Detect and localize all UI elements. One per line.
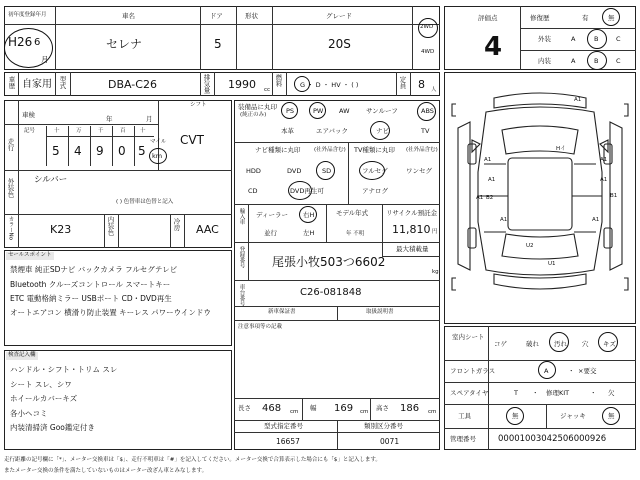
diag-label-8: A1	[600, 177, 608, 183]
equip-abs: ABS	[421, 107, 434, 115]
spare-dot-2: ・	[590, 389, 597, 397]
navi-circle	[370, 121, 390, 140]
abs-circle	[417, 102, 436, 121]
repair-no: 無	[608, 14, 615, 22]
category-label: 車歴	[7, 76, 16, 89]
width: 169	[334, 403, 354, 414]
windshield-label: フロントガラス	[450, 367, 496, 375]
model-label: 型式	[58, 76, 67, 89]
km-circle	[149, 148, 167, 164]
sales-point-4: オートエアコン 横滑り防止装置 キーレス パワーウインドウ	[10, 308, 211, 317]
sales-point-label: セールスポイント	[8, 252, 52, 258]
notes-label: 注意事項等の記載	[238, 324, 283, 330]
month-unit: 月	[41, 55, 49, 64]
fullseg-circle	[359, 161, 385, 180]
inspector-label: 検査記入欄	[8, 352, 36, 358]
footer-line2: またメーター交換の条件を満たしていないものはメーター改ざん車とみなします。	[4, 468, 208, 474]
color-note: ( ) 色替車は色替と記入	[116, 199, 174, 205]
import-dealer: ディーラー	[256, 211, 288, 219]
chassis: C26-081848	[300, 287, 362, 298]
shift: CVT	[180, 133, 204, 147]
diag-label-2: A1	[484, 157, 492, 163]
mileage-digit-3: 0	[118, 144, 126, 158]
model-year-val: 年 不明	[346, 231, 365, 237]
mileage-digit-0: 5	[52, 144, 60, 158]
dvd-play-circle	[288, 181, 312, 200]
sales-point-2: Bluetooth クルーズコントロール スマートキー	[10, 280, 171, 289]
ps-circle	[281, 102, 298, 119]
length: 468	[262, 403, 282, 414]
navi-hdd: HDD	[246, 167, 261, 175]
car-name-label: 車名	[122, 12, 135, 20]
category: 自家用	[22, 79, 52, 90]
first-reg-circle	[4, 28, 53, 68]
diag-label-3: B2	[486, 195, 494, 201]
equip-tv: TV	[421, 127, 430, 135]
car-name: セレナ	[106, 37, 143, 51]
navi-type-title: ナビ種類に丸印	[255, 146, 301, 154]
new-warranty: 新車保証書	[268, 309, 296, 315]
seat-stain: 汚れ	[554, 340, 567, 348]
chassis-label: 車台番号	[238, 284, 245, 306]
navi-sd: SD	[322, 167, 332, 175]
category-no: 0071	[380, 437, 400, 446]
spare-kit: 修理KIT	[546, 389, 570, 397]
color-no: K23	[50, 223, 72, 236]
mile-label: マイル	[150, 139, 167, 145]
scratch-circle	[598, 332, 618, 352]
inspector-note-4: 各小ヘコミ	[10, 409, 48, 418]
spare-dot-1: ・	[532, 389, 539, 397]
score-label: 評価点	[478, 14, 498, 22]
seat-burn: コゲ	[494, 340, 507, 348]
shift-label: シフト	[190, 102, 207, 108]
diag-label-9: U2	[526, 243, 534, 249]
import-right-hand: 右H	[303, 211, 315, 219]
month-label: 月	[146, 115, 153, 123]
inspector-note-2: シート スレ、シワ	[10, 380, 72, 389]
import-label: 輸入車	[238, 208, 245, 225]
diag-label-13: Hイ	[556, 146, 566, 152]
exterior-grade-label: 外装	[538, 35, 551, 43]
tv-analog: アナログ	[362, 187, 388, 195]
jack-val: 無	[608, 412, 615, 420]
width-cm: cm	[360, 409, 369, 415]
inspector-note-5: 内装清掃済 Goo鑑定付き	[10, 423, 95, 432]
model: DBA-C26	[108, 78, 157, 91]
capacity: 8	[418, 78, 425, 91]
first-reg-month: 6	[34, 37, 41, 48]
shape-label: 形状	[245, 12, 258, 20]
stain-circle	[549, 332, 569, 352]
spare-t: T	[514, 389, 518, 397]
max-load-label: 最大積載量	[396, 245, 429, 253]
displacement-label: 排気量	[202, 74, 211, 94]
import-left-hand: 左H	[303, 229, 315, 237]
repair-label: 修復歴	[530, 14, 550, 22]
diag-label-11: A1	[592, 217, 600, 223]
ext-grade-b: B	[594, 35, 599, 43]
first-reg-year: H26	[8, 35, 33, 49]
ac: AAC	[196, 223, 219, 236]
diag-label-5: A1	[600, 157, 608, 163]
inspector-note-1: ハンドル・シフト・トリム スレ	[10, 365, 118, 374]
count-label: 記号	[24, 128, 36, 134]
kg-unit: kg	[432, 269, 439, 275]
windshield-dot: ・	[568, 367, 575, 375]
fuel-circle	[294, 76, 310, 92]
reg-label: 登録番号	[238, 246, 245, 268]
digit-h-3: 百	[120, 128, 126, 134]
door-label: ドア	[210, 12, 223, 20]
sales-point-3: ETC 電動格納ミラー USBポート CD・DVD再生	[10, 294, 172, 303]
height: 186	[400, 403, 420, 414]
category-no-label: 類別区分番号	[364, 422, 403, 430]
equip-sub: (純正のみ)	[240, 112, 267, 118]
exterior-color: シルバー	[34, 175, 68, 185]
windshield-a: A	[544, 367, 549, 375]
yen-unit: 円	[432, 229, 438, 235]
footer-line1: 走行距離の記号欄に「*」、メーター交換車は「$」、走行不明車は「#」を記入してください。メーター交換で合算表示した場合にも「$」と記入します。	[4, 457, 381, 463]
grade: 20S	[328, 37, 351, 51]
int-grade-c: C	[616, 57, 621, 65]
interior-color-label: 内装色	[106, 216, 115, 236]
pw-circle	[309, 102, 326, 119]
inspection-label: 車検	[22, 111, 35, 119]
jack-circle	[602, 407, 620, 425]
height-label: 高さ	[376, 404, 389, 412]
tv-type-title: TV種類に丸印	[354, 146, 395, 154]
windshield-replace: ×要交	[578, 367, 597, 375]
color-no-label: カラーNo	[7, 216, 14, 240]
type-designation: 16657	[276, 437, 300, 446]
car-damage-diagram	[444, 72, 636, 324]
tools-label: 工具	[458, 412, 471, 420]
recycle-label: リサイクル預託金	[386, 209, 438, 217]
seat-label: 室内シート	[452, 333, 485, 341]
spare-label: スペアタイヤ	[450, 389, 489, 397]
manual: 取扱説明書	[366, 309, 394, 315]
model-year-label: モデル年式	[336, 209, 369, 217]
interior-circle	[587, 51, 607, 70]
windshield-circle	[538, 361, 556, 379]
equip-sunroof: サンルーフ	[366, 107, 398, 115]
grade-label: グレード	[326, 12, 352, 20]
repair-yes: 有	[582, 14, 589, 22]
person-unit: 人	[431, 87, 437, 93]
tv-type-sub: (社外品含む)	[406, 147, 438, 153]
equip-airbag: エアバック	[316, 127, 348, 135]
mileage-label: 走行	[6, 138, 15, 151]
capacity-label: 定員	[398, 76, 407, 89]
digit-h-0: 十	[54, 128, 60, 134]
seat-hole: 穴	[582, 340, 589, 348]
navi-dvd: DVD	[287, 167, 302, 175]
import-parallel: 並行	[264, 229, 277, 237]
diag-label-6: B1	[610, 193, 618, 199]
seat-scratch: キズ	[603, 340, 616, 348]
tv-oneseg: ワンセグ	[406, 167, 432, 175]
equip-pw: PW	[313, 107, 324, 115]
ac-label: 冷房	[172, 218, 181, 231]
exterior-color-label: 外装色	[6, 178, 15, 198]
digit-h-1: 万	[76, 128, 82, 134]
doors: 5	[214, 37, 222, 51]
manage-label: 管理番号	[450, 435, 476, 443]
equip-title: 装備品に丸印	[238, 103, 277, 111]
manage-no: 00001003042506000926	[498, 434, 607, 444]
ext-grade-a: A	[571, 35, 576, 43]
equip-leather: 本革	[281, 127, 294, 135]
right-hand-circle	[299, 206, 317, 223]
sd-circle	[316, 161, 335, 180]
first-reg-label: 初年度登録年月	[8, 12, 47, 18]
diag-label-4: A1	[476, 195, 484, 201]
jack-label: ジャッキ	[560, 412, 586, 420]
ext-grade-c: C	[616, 35, 621, 43]
interior-grade-label: 内装	[538, 57, 551, 65]
fuel-options: G ・ D ・ HV ・ ( )	[300, 81, 359, 89]
navi-dvd-play: DVD再生可	[290, 187, 324, 195]
type-designation-label: 型式指定番号	[264, 422, 303, 430]
digit-h-4: 十	[140, 128, 146, 134]
km-label: km	[152, 152, 163, 160]
year-label: 年	[106, 115, 113, 123]
fuel-label: 燃料	[274, 74, 283, 87]
diag-label-1: A1	[574, 97, 582, 103]
tools-circle	[506, 407, 524, 425]
width-label: 幅	[310, 404, 317, 412]
equip-aw: AW	[339, 107, 350, 115]
recycle: 11,810	[392, 223, 431, 236]
digit-h-2: 千	[98, 128, 104, 134]
sales-point-1: 禁煙車 純正SDナビ バックカメラ フルセグテレビ	[10, 265, 178, 274]
int-grade-b: B	[594, 57, 599, 65]
inspector-note-3: ホイールカバーキズ	[10, 394, 78, 403]
diag-label-12: U1	[548, 261, 556, 267]
cc-unit: cc	[264, 87, 271, 93]
tools-val: 無	[512, 412, 519, 420]
exterior-circle	[587, 29, 607, 49]
length-cm: cm	[290, 409, 299, 415]
length-label: 長さ	[238, 404, 251, 412]
mileage-digit-1: 4	[74, 144, 82, 158]
tv-fullseg: フルセグ	[362, 167, 388, 175]
drive-4wd: 4WD	[421, 49, 435, 55]
reg-no: 尾張小牧503つ6602	[272, 255, 386, 269]
repair-circle	[602, 8, 620, 26]
spare-missing: 欠	[608, 389, 615, 397]
mileage-digit-2: 9	[96, 144, 104, 158]
diag-label-7: A1	[488, 177, 496, 183]
mileage-digit-4: 5	[138, 144, 146, 158]
navi-type-sub: (社外品含む)	[314, 147, 346, 153]
height-cm: cm	[428, 409, 437, 415]
navi-cd: CD	[248, 187, 258, 195]
score: 4	[484, 32, 503, 62]
equip-navi: ナビ	[376, 127, 389, 135]
equip-ps: PS	[286, 107, 295, 115]
int-grade-a: A	[571, 57, 576, 65]
seat-tear: 破れ	[526, 340, 539, 348]
drive-2wd: 2WD	[420, 24, 434, 30]
displacement: 1990	[228, 78, 256, 91]
diag-label-10: A1	[500, 217, 508, 223]
